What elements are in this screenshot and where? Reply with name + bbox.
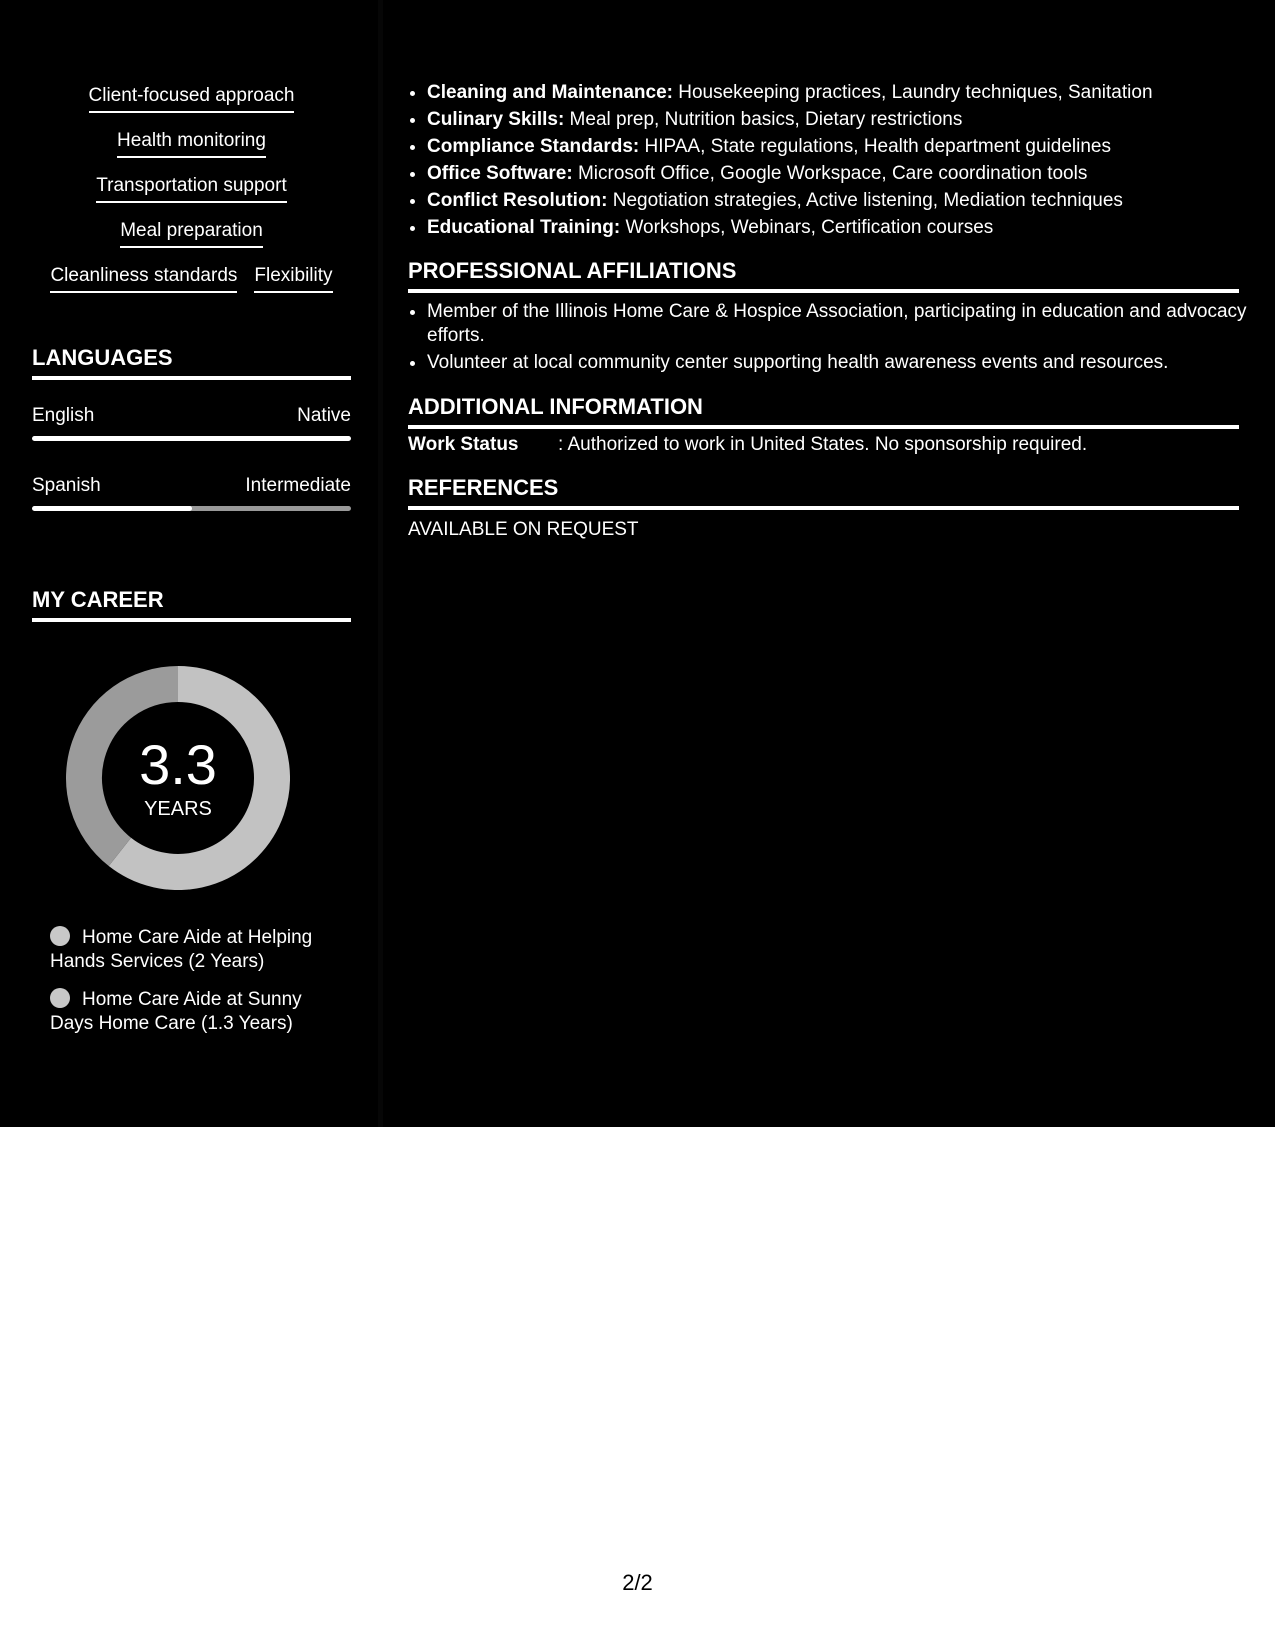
list-item: • Member of the Illinois Home Care & Hospice Association, participating in education and advocacy efforts. bbox=[427, 300, 1258, 348]
donut-center bbox=[66, 666, 290, 890]
skill-row bbox=[32, 84, 351, 129]
proficiency-bar bbox=[32, 436, 351, 441]
list-item: • Educational Training: Workshops, Webinars, Certification courses bbox=[427, 214, 1258, 241]
legend-dot bbox=[50, 988, 70, 1008]
affiliations-heading: PROFESSIONAL AFFILIATIONS bbox=[408, 257, 1239, 293]
proficiency-bar bbox=[32, 506, 351, 511]
work-status-row bbox=[408, 433, 1239, 457]
list-item: • Office Software: Microsoft Office, Google Workspace, Care coordination tools bbox=[427, 160, 1258, 187]
legend-dot bbox=[50, 926, 70, 946]
skill-tag: Client-focused approach bbox=[89, 84, 295, 113]
skill-tag: Meal preparation bbox=[120, 219, 263, 248]
list-item: • Compliance Standards: HIPAA, State regulations, Health department guidelines bbox=[427, 133, 1258, 160]
language-level: Native bbox=[297, 405, 351, 426]
skill-tag: Flexibility bbox=[254, 264, 332, 293]
legend-item bbox=[50, 926, 340, 974]
career-heading: MY CAREER bbox=[32, 586, 351, 622]
languages-heading: LANGUAGES bbox=[32, 344, 351, 380]
language-name: Spanish bbox=[32, 475, 101, 496]
skills-list bbox=[408, 79, 1258, 241]
legend-label: Home Care Aide at Helping Hands Services (2 Years) bbox=[50, 927, 313, 972]
references-text: AVAILABLE ON REQUEST bbox=[408, 519, 639, 540]
legend-item bbox=[50, 988, 340, 1036]
career-legend bbox=[50, 926, 340, 1050]
skill-row bbox=[32, 264, 351, 309]
skill-tag: Transportation support bbox=[96, 174, 286, 203]
page-number: 2/2 bbox=[622, 1570, 653, 1595]
list-item: • Culinary Skills: Meal prep, Nutrition basics, Dietary restrictions bbox=[427, 106, 1258, 133]
work-status-value: : Authorized to work in United States. No sponsorship required. bbox=[558, 434, 1088, 455]
skill-tag: Cleanliness standards bbox=[50, 264, 237, 293]
references-heading: REFERENCES bbox=[408, 474, 1239, 510]
list-item: • Cleaning and Maintenance: Housekeeping practices, Laundry techniques, Sanitation bbox=[427, 79, 1258, 106]
language-spanish bbox=[32, 474, 351, 511]
language-name: English bbox=[32, 405, 95, 426]
work-status-label: Work Status bbox=[408, 434, 519, 455]
list-item: • Conflict Resolution: Negotiation strategies, Active listening, Mediation techniques bbox=[427, 187, 1258, 214]
list-item: • Volunteer at local community center supporting health awareness events and resources. bbox=[427, 351, 1258, 375]
affiliations-list bbox=[408, 300, 1258, 378]
proficiency-fill bbox=[32, 436, 351, 441]
language-english bbox=[32, 404, 351, 441]
career-total-unit: YEARS bbox=[144, 798, 212, 820]
skill-row bbox=[32, 129, 351, 174]
career-donut bbox=[66, 666, 290, 890]
additional-info-heading: ADDITIONAL INFORMATION bbox=[408, 393, 1239, 429]
skill-tag: Health monitoring bbox=[117, 129, 266, 158]
skill-row bbox=[32, 174, 351, 219]
career-total-years: 3.3 bbox=[139, 733, 217, 796]
column-divider bbox=[378, 0, 383, 1127]
legend-label: Home Care Aide at Sunny Days Home Care (1.3 Years) bbox=[50, 989, 302, 1034]
skill-tags bbox=[32, 84, 351, 309]
proficiency-fill bbox=[32, 506, 192, 511]
language-level: Intermediate bbox=[245, 475, 351, 496]
skill-row bbox=[32, 219, 351, 264]
